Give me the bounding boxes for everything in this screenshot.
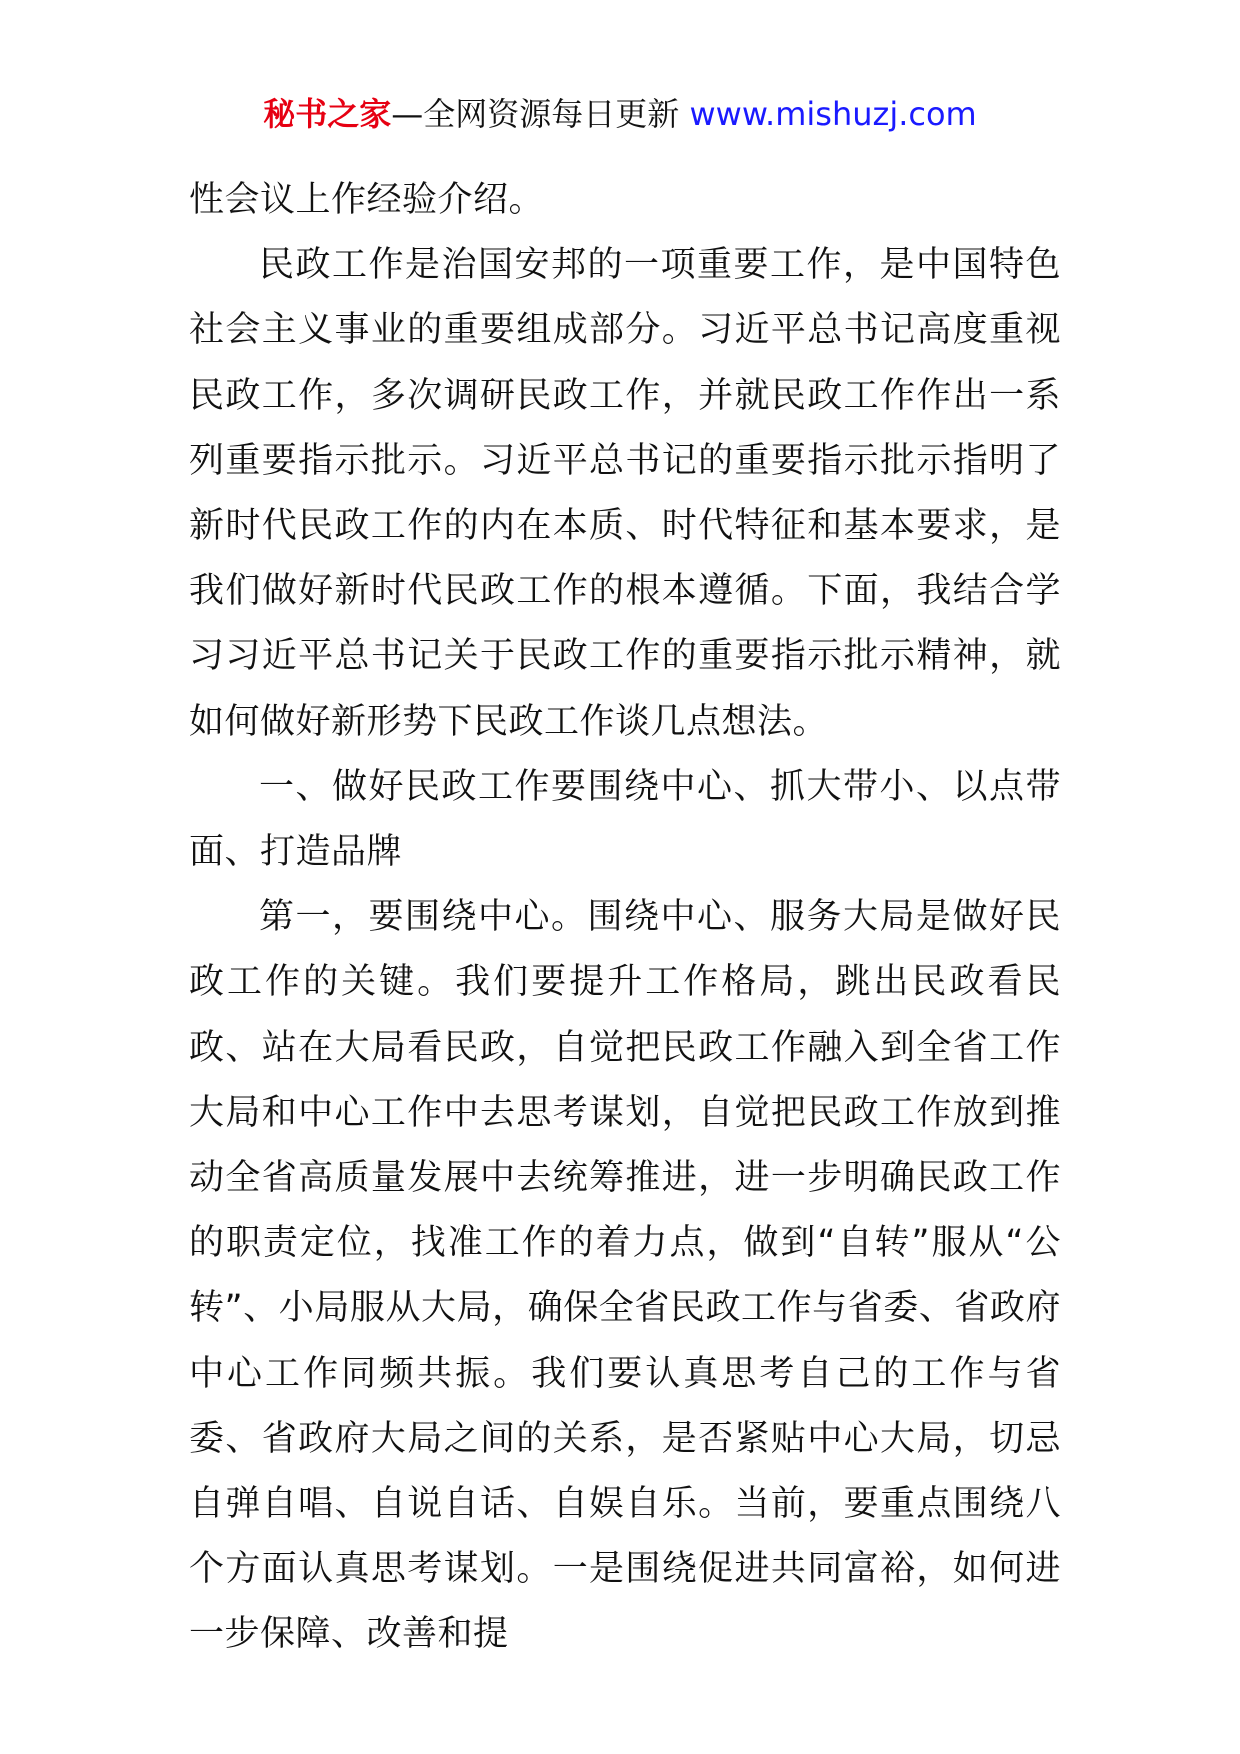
header-brand: 秘书之家 xyxy=(263,95,392,133)
page-header xyxy=(0,92,1240,136)
paragraph-first-point: 第一，要围绕中心。围绕中心、服务大局是做好民政工作的关键。我们要提升工作格局，跳出民政看民政、站在大局看民政，自觉把民政工作融入到全省工作大局和中心工作中去思考谋划，自觉把民政工作放到推动全省高质量发展中去统筹推进，进一步明确民政工作的职责定位，找准工作的着力点，做到“自转”服从“公转”、小局服从大局，确保全省民政工作与省委、省政府中心工作同频共振。我们要认真思考自己的工作与省委、省政府大局之间的关系，是否紧贴中心大局，切忌自弹自唱、自说自话、自娱自乐。当前，要重点围绕八个方面认真思考谋划。一是围绕促进共同富裕，如何进一步保障、改善和提 xyxy=(189,897,1061,1655)
header-tagline: —全网资源每日更新 xyxy=(391,95,690,133)
paragraph-continuation: 性会议上作经验介绍。 xyxy=(189,180,545,220)
section-heading: 一、做好民政工作要围绕中心、抓大带小、以点带面、打造品牌 xyxy=(189,766,1061,873)
document-body xyxy=(189,168,1061,1668)
header-url-link[interactable]: www.mishuzj.com xyxy=(689,95,977,133)
paragraph-intro: 民政工作是治国安邦的一项重要工作，是中国特色社会主义事业的重要组成部分。习近平总书记高度重视民政工作，多次调研民政工作，并就民政工作作出一系列重要指示批示。习近平总书记的重要指示批示指明了新时代民政工作的内在本质、时代特征和基本要求，是我们做好新时代民政工作的根本遵循。下面，我结合学习习近平总书记关于民政工作的重要指示批示精神，就如何做好新形势下民政工作谈几点想法。 xyxy=(189,245,1061,742)
